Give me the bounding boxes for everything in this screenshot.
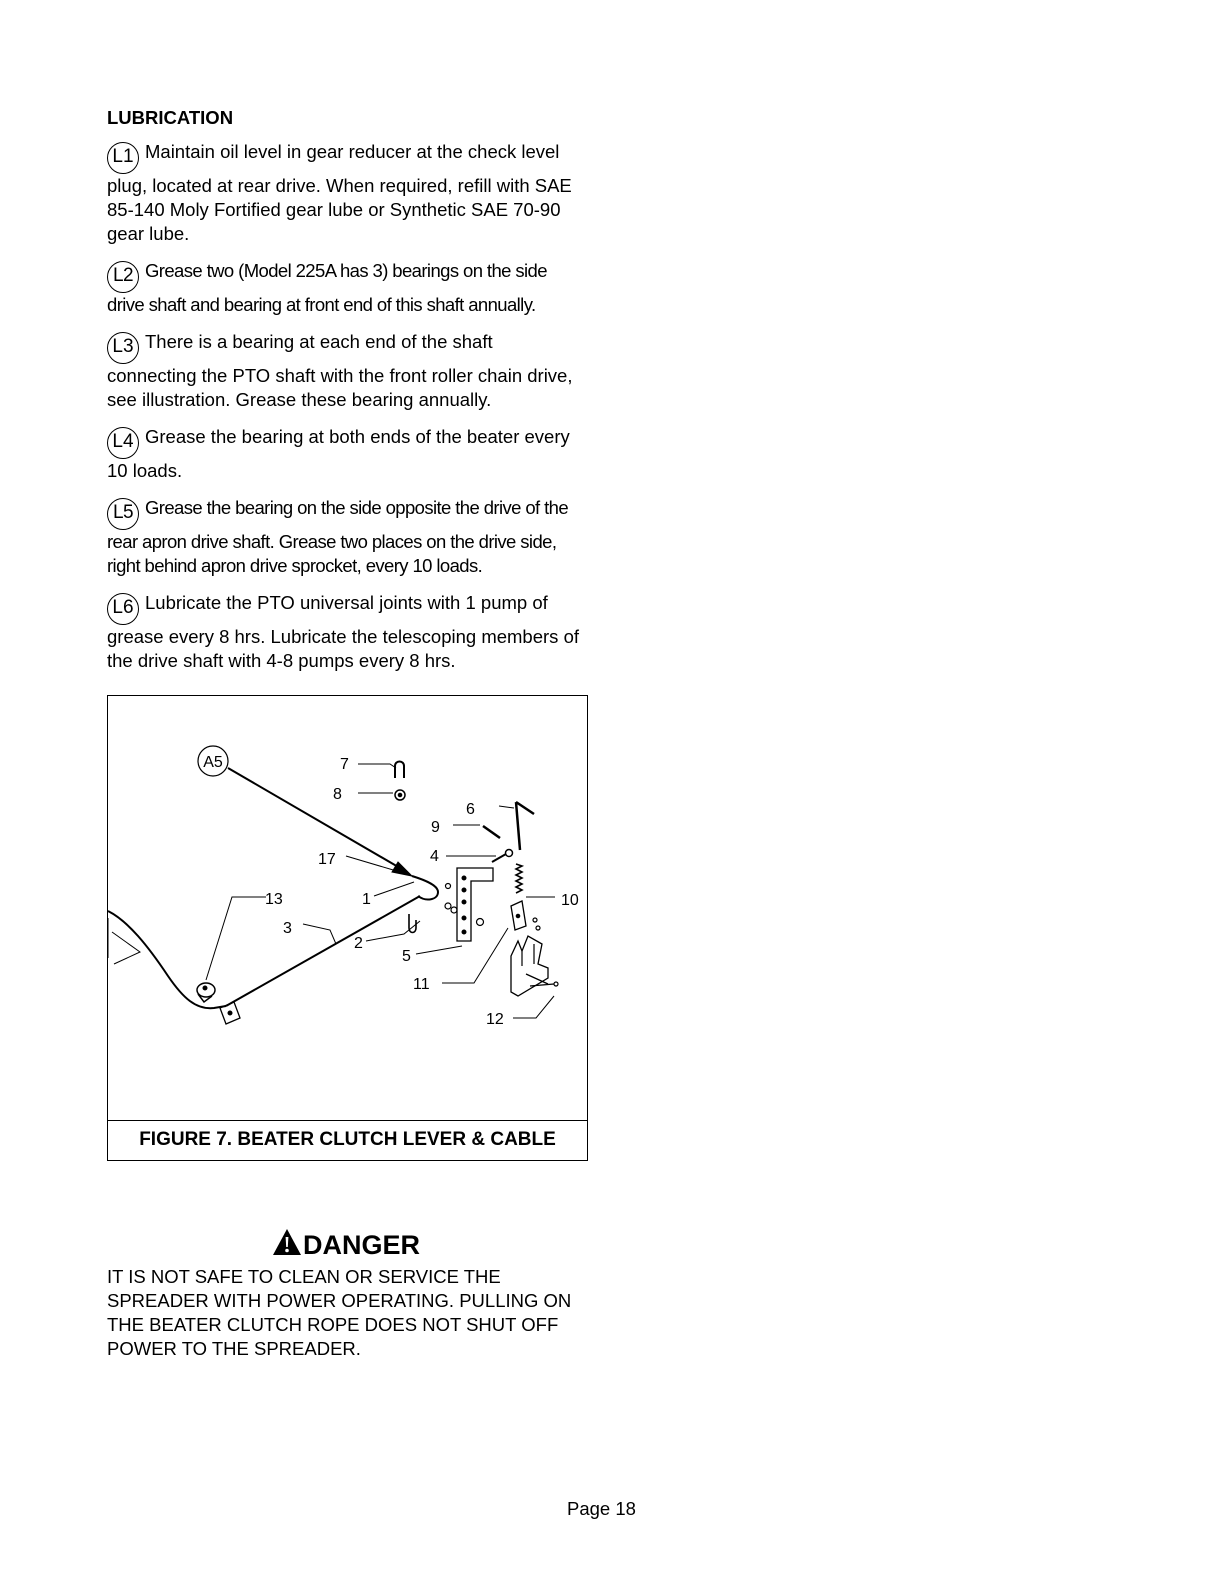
- part-label-11: 11: [413, 976, 430, 993]
- part-label-2: 2: [354, 935, 363, 952]
- part-13-bracket: [197, 983, 215, 1002]
- part-8-nut: [395, 790, 405, 800]
- part-label-1: 1: [362, 891, 371, 908]
- part-label-13: 13: [265, 891, 283, 908]
- part-plate: [220, 1002, 240, 1024]
- cable-lower-run: [226, 896, 420, 1006]
- callout-l6: L6: [107, 593, 139, 625]
- item-text: Maintain oil level in gear reducer at the check level plug, located at rear drive. When required, refill with SAE 85-140 Moly Fortified gear lube or Synthetic SAE 70-90 gear lube.: [107, 141, 572, 244]
- part-6-lever: [516, 802, 534, 850]
- part-label-8: 8: [333, 786, 342, 803]
- figure-caption: FIGURE 7. BEATER CLUTCH LEVER & CABLE: [108, 1120, 587, 1160]
- part-10-spring: [516, 864, 522, 893]
- part-label-4: 4: [430, 848, 439, 865]
- danger-heading: [272, 1228, 420, 1262]
- part-label-3: 3: [283, 920, 292, 937]
- beater-clutch-diagram: [108, 696, 587, 1120]
- part-9-pin: [483, 826, 500, 838]
- part-5-bracket: [445, 868, 493, 941]
- callout-l4: L4: [107, 427, 139, 459]
- warning-triangle-icon: [272, 1228, 302, 1256]
- lubrication-item-l2: [107, 259, 587, 317]
- item-text: There is a bearing at each end of the shaft connecting the PTO shaft with the front roller chain drive, see illustration. Grease these bearing annually.: [107, 331, 573, 410]
- item-text: Grease two (Model 225A has 3) bearings on the side drive shaft and bearing at front end of this shaft annually.: [107, 260, 547, 315]
- part-11-small-bracket: [511, 901, 540, 930]
- part-label-9: 9: [431, 819, 440, 836]
- item-text: Grease the bearing at both ends of the beater every 10 loads.: [107, 426, 570, 481]
- lubrication-item-l1: [107, 140, 587, 246]
- callout-l3: L3: [107, 332, 139, 364]
- leader-lines: [206, 764, 555, 1018]
- beater-cable: [228, 768, 400, 868]
- callout-l1: L1: [107, 142, 139, 174]
- cable-hook: [412, 876, 438, 899]
- callout-a5-label: A5: [203, 754, 223, 771]
- callout-l5: L5: [107, 498, 139, 530]
- lubrication-item-l6: [107, 591, 587, 673]
- spreader-outline: [108, 918, 140, 964]
- item-text: Lubricate the PTO universal joints with 1 pump of grease every 8 hrs. Lubricate the telescoping members of the drive shaft with 4-8 pumps every 8 hrs.: [107, 592, 579, 671]
- lubrication-item-l4: [107, 425, 587, 483]
- part-label-6: 6: [466, 801, 475, 818]
- part-label-12: 12: [486, 1011, 504, 1028]
- danger-heading-text: DANGER: [303, 1230, 421, 1260]
- item-text: Grease the bearing on the side opposite the drive of the rear apron drive shaft. Grease two places on the drive side, right behind apron drive sprocket, every 10 loads.: [107, 497, 569, 576]
- figure-7: [107, 695, 588, 1161]
- page-number: Page 18: [567, 1498, 636, 1519]
- part-label-17: 17: [318, 851, 336, 868]
- danger-text: IT IS NOT SAFE TO CLEAN OR SERVICE THE SPREADER WITH POWER OPERATING. PULLING ON THE BEATER CLUTCH ROPE DOES NOT SHUT OFF POWER TO THE SPREADER.: [107, 1266, 572, 1359]
- part-label-10: 10: [561, 892, 579, 909]
- part-7-ubolt: [395, 762, 404, 779]
- callout-l2: L2: [107, 261, 139, 293]
- section-title: LUBRICATION: [107, 107, 234, 128]
- lubrication-item-l3: [107, 330, 587, 412]
- part-label-5: 5: [402, 948, 411, 965]
- part-label-7: 7: [340, 756, 349, 773]
- part-12-mount: [511, 936, 558, 996]
- lubrication-item-l5: [107, 496, 587, 578]
